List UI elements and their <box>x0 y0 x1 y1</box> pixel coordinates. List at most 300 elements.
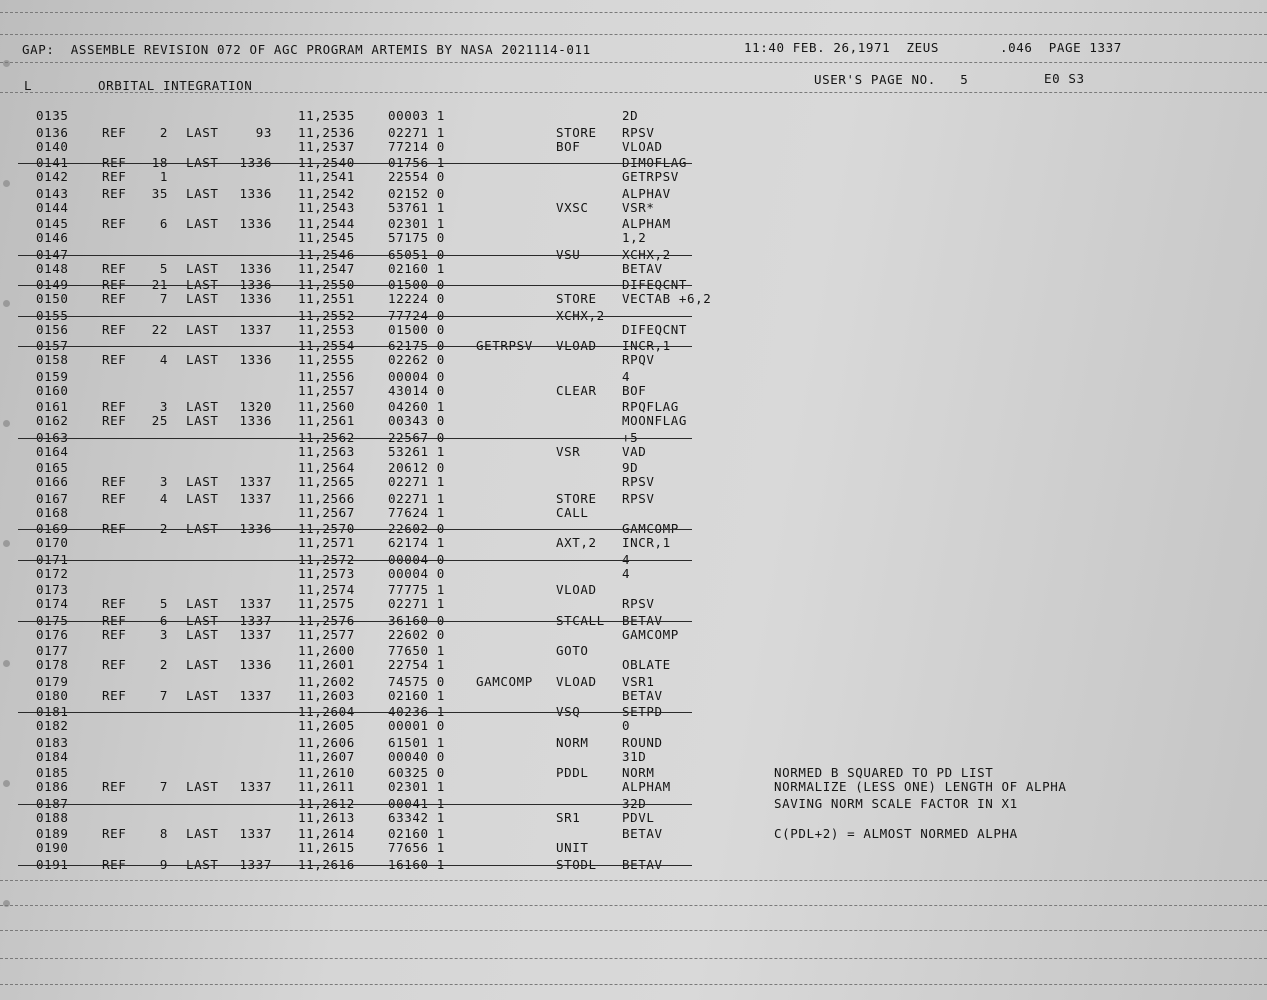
operand: BETAV <box>622 612 663 628</box>
address: 11,2610 <box>298 765 355 781</box>
operand: RPQV <box>622 352 655 367</box>
line-number: 0187 <box>36 795 69 811</box>
line-number: 0170 <box>36 535 69 550</box>
last-page: 1337 <box>239 321 272 337</box>
listing-row <box>0 291 1267 306</box>
ref-count: 2 <box>159 124 168 140</box>
last-keyword: LAST <box>186 321 219 337</box>
address: 11,2535 <box>298 108 355 123</box>
listing-row <box>0 535 1267 550</box>
operand: VECTAB +6,2 <box>622 291 712 306</box>
line-number: 0136 <box>36 124 69 140</box>
last-keyword: LAST <box>186 687 219 703</box>
opcode: CLEAR <box>556 382 597 398</box>
line-number: 0149 <box>36 277 69 293</box>
address: 11,2563 <box>298 443 355 459</box>
listing-row <box>0 200 1267 215</box>
octal-word: 02152 0 <box>388 185 445 201</box>
operand: VSR* <box>622 199 655 215</box>
line-number: 0159 <box>36 368 69 384</box>
line-number: 0143 <box>36 185 69 201</box>
last-keyword: LAST <box>186 612 219 628</box>
address: 11,2611 <box>298 779 355 794</box>
listing-row <box>0 796 1267 811</box>
last-page: 1337 <box>239 490 272 506</box>
listing-row <box>0 566 1267 581</box>
address: 11,2616 <box>298 856 355 872</box>
ref-keyword: REF <box>102 626 127 642</box>
address: 11,2561 <box>298 413 355 428</box>
ref-keyword: REF <box>102 826 127 842</box>
address: 11,2570 <box>298 521 355 537</box>
operand: 4 <box>622 368 631 384</box>
last-keyword: LAST <box>186 260 219 276</box>
last-keyword: LAST <box>186 399 219 415</box>
address: 11,2562 <box>298 429 355 445</box>
address: 11,2564 <box>298 460 355 476</box>
operand: XCHX,2 <box>622 246 671 262</box>
ruled-line <box>0 905 1267 906</box>
octal-word: 40236 1 <box>388 704 445 720</box>
line-number: 0140 <box>36 138 69 154</box>
line-number: 0185 <box>36 765 69 781</box>
last-page: 1337 <box>239 779 272 794</box>
octal-word: 00343 0 <box>388 413 445 428</box>
last-page: 1337 <box>239 596 272 611</box>
ref-keyword: REF <box>102 216 127 232</box>
operand: GAMCOMP <box>622 626 679 642</box>
opcode: STCALL <box>556 612 605 628</box>
ref-count: 1 <box>159 169 168 184</box>
octal-word: 65051 0 <box>388 246 445 262</box>
line-number: 0165 <box>36 460 69 476</box>
last-page: 1336 <box>239 413 272 428</box>
line-number: 0178 <box>36 657 69 672</box>
octal-word: 00001 0 <box>388 718 445 733</box>
listing-row <box>0 765 1267 780</box>
listing-row <box>0 505 1267 520</box>
last-page: 1336 <box>239 521 272 537</box>
address: 11,2571 <box>298 535 355 550</box>
line-number: 0148 <box>36 260 69 276</box>
last-keyword: LAST <box>186 155 219 171</box>
ref-keyword: REF <box>102 291 127 306</box>
last-keyword: LAST <box>186 657 219 672</box>
comment: NORMALIZE (LESS ONE) LENGTH OF ALPHA <box>774 779 1067 794</box>
address: 11,2603 <box>298 687 355 703</box>
last-keyword: LAST <box>186 521 219 537</box>
last-page: 1320 <box>239 399 272 415</box>
octal-word: 00004 0 <box>388 551 445 567</box>
log-mark: L <box>24 78 33 93</box>
ref-count: 18 <box>151 155 168 171</box>
last-page: 1336 <box>239 216 272 232</box>
ref-count: 5 <box>159 596 168 611</box>
ref-count: 21 <box>151 277 168 293</box>
line-number: 0168 <box>36 504 69 520</box>
opcode: BOF <box>556 138 581 154</box>
ref-count: 4 <box>159 490 168 506</box>
line-number: 0190 <box>36 840 69 855</box>
listing-row <box>0 613 1267 628</box>
operand: 9D <box>622 460 639 476</box>
ref-keyword: REF <box>102 399 127 415</box>
operand: RPSV <box>622 596 655 611</box>
octal-word: 74575 0 <box>388 673 445 689</box>
last-keyword: LAST <box>186 626 219 642</box>
operand: BETAV <box>622 856 663 872</box>
last-keyword: LAST <box>186 413 219 428</box>
last-page: 1337 <box>239 474 272 489</box>
octal-word: 02160 1 <box>388 826 445 842</box>
listing-row <box>0 627 1267 642</box>
octal-word: 00040 0 <box>388 748 445 764</box>
octal-word: 53261 1 <box>388 443 445 459</box>
operand: BETAV <box>622 826 663 842</box>
listing-row <box>0 552 1267 567</box>
ref-count: 4 <box>159 352 168 367</box>
listing-row <box>0 444 1267 459</box>
ruled-line <box>0 12 1267 13</box>
octal-word: 02262 0 <box>388 352 445 367</box>
octal-word: 36160 0 <box>388 612 445 628</box>
octal-word: 02271 1 <box>388 596 445 611</box>
address: 11,2612 <box>298 795 355 811</box>
ref-count: 3 <box>159 474 168 489</box>
ref-count: 25 <box>151 413 168 428</box>
operand: NORM <box>622 765 655 781</box>
line-number: 0161 <box>36 399 69 415</box>
ruled-line <box>0 34 1267 35</box>
operand: ALPHAV <box>622 185 671 201</box>
line-number: 0188 <box>36 809 69 825</box>
opcode: SR1 <box>556 809 581 825</box>
operand: 1,2 <box>622 230 647 245</box>
ref-keyword: REF <box>102 413 127 428</box>
octal-word: 02160 1 <box>388 687 445 703</box>
line-number: 0142 <box>36 169 69 184</box>
ref-count: 7 <box>159 687 168 703</box>
listing-row <box>0 840 1267 855</box>
last-keyword: LAST <box>186 856 219 872</box>
label-tag: GETRPSV <box>476 338 533 354</box>
address: 11,2566 <box>298 490 355 506</box>
listing-row <box>0 399 1267 414</box>
listing-row <box>0 688 1267 703</box>
line-number: 0162 <box>36 413 69 428</box>
last-page: 1337 <box>239 612 272 628</box>
opcode: STORE <box>556 490 597 506</box>
address: 11,2542 <box>298 185 355 201</box>
address: 11,2552 <box>298 307 355 323</box>
last-keyword: LAST <box>186 596 219 611</box>
address: 11,2614 <box>298 826 355 842</box>
opcode: GOTO <box>556 643 589 659</box>
octal-word: 63342 1 <box>388 809 445 825</box>
operand: VAD <box>622 443 647 459</box>
ref-keyword: REF <box>102 521 127 537</box>
ref-keyword: REF <box>102 657 127 672</box>
line-number: 0156 <box>36 321 69 337</box>
operand: DIFEQCNT <box>622 277 688 293</box>
line-number: 0150 <box>36 291 69 306</box>
listing-row <box>0 521 1267 536</box>
line-number: 0166 <box>36 474 69 489</box>
line-number: 0146 <box>36 230 69 245</box>
address: 11,2544 <box>298 216 355 232</box>
operand: 31D <box>622 748 647 764</box>
opcode: CALL <box>556 504 589 520</box>
operand: SETPD <box>622 704 663 720</box>
ref-keyword: REF <box>102 474 127 489</box>
listing-row <box>0 704 1267 719</box>
address: 11,2604 <box>298 704 355 720</box>
operand: 4 <box>622 551 631 567</box>
opcode: STORE <box>556 124 597 140</box>
address: 11,2554 <box>298 338 355 354</box>
line-number: 0169 <box>36 521 69 537</box>
line-number: 0184 <box>36 748 69 764</box>
ref-count: 5 <box>159 260 168 276</box>
operand: 4 <box>622 565 631 581</box>
octal-word: 00041 1 <box>388 795 445 811</box>
operand: BETAV <box>622 260 663 276</box>
octal-word: 62175 0 <box>388 338 445 354</box>
address: 11,2607 <box>298 748 355 764</box>
listing-row <box>0 383 1267 398</box>
address: 11,2574 <box>298 582 355 598</box>
octal-word: 20612 0 <box>388 460 445 476</box>
last-keyword: LAST <box>186 216 219 232</box>
line-number: 0173 <box>36 582 69 598</box>
opcode: STORE <box>556 291 597 306</box>
address: 11,2567 <box>298 504 355 520</box>
listing-row <box>0 674 1267 689</box>
ref-count: 7 <box>159 779 168 794</box>
ref-keyword: REF <box>102 612 127 628</box>
octal-word: 01756 1 <box>388 155 445 171</box>
ref-count: 7 <box>159 291 168 306</box>
address: 11,2555 <box>298 352 355 367</box>
page-code: E0 S3 <box>1044 71 1085 86</box>
opcode: VSR <box>556 443 581 459</box>
octal-word: 77656 1 <box>388 840 445 855</box>
address: 11,2541 <box>298 169 355 184</box>
address: 11,2545 <box>298 230 355 245</box>
comment: SAVING NORM SCALE FACTOR IN X1 <box>774 795 1018 811</box>
line-number: 0172 <box>36 565 69 581</box>
ref-keyword: REF <box>102 596 127 611</box>
ref-count: 3 <box>159 626 168 642</box>
listing-row <box>0 779 1267 794</box>
listing-row <box>0 857 1267 872</box>
ref-count: 9 <box>159 856 168 872</box>
opcode: VLOAD <box>556 338 597 354</box>
listing-row <box>0 369 1267 384</box>
listing-row <box>0 582 1267 597</box>
comment: C(PDL+2) = ALMOST NORMED ALPHA <box>774 826 1018 842</box>
octal-word: 62174 1 <box>388 535 445 550</box>
ref-keyword: REF <box>102 352 127 367</box>
opcode: XCHX,2 <box>556 307 605 323</box>
address: 11,2556 <box>298 368 355 384</box>
operand: PDVL <box>622 809 655 825</box>
listing-row <box>0 826 1267 841</box>
line-number: 0183 <box>36 734 69 750</box>
listing-row <box>0 125 1267 140</box>
operand: RPSV <box>622 474 655 489</box>
last-keyword: LAST <box>186 779 219 794</box>
line-number: 0144 <box>36 199 69 215</box>
last-keyword: LAST <box>186 185 219 201</box>
line-number: 0171 <box>36 551 69 567</box>
opcode: VSU <box>556 246 581 262</box>
listing-row <box>0 216 1267 231</box>
ref-keyword: REF <box>102 779 127 794</box>
last-page: 1336 <box>239 291 272 306</box>
ref-count: 2 <box>159 521 168 537</box>
octal-word: 02301 1 <box>388 779 445 794</box>
line-number: 0160 <box>36 382 69 398</box>
octal-word: 77214 0 <box>388 138 445 154</box>
octal-word: 01500 0 <box>388 321 445 337</box>
opcode: VXSC <box>556 199 589 215</box>
operand: INCR,1 <box>622 535 671 550</box>
last-page: 1337 <box>239 826 272 842</box>
octal-word: 22602 0 <box>388 521 445 537</box>
octal-word: 22602 0 <box>388 626 445 642</box>
last-keyword: LAST <box>186 490 219 506</box>
line-number: 0157 <box>36 338 69 354</box>
page-number: .046 PAGE 1337 <box>1000 40 1122 55</box>
opcode: AXT,2 <box>556 535 597 550</box>
ref-keyword: REF <box>102 490 127 506</box>
operand: RPQFLAG <box>622 399 679 415</box>
ruled-line <box>0 880 1267 881</box>
listing-row <box>0 108 1267 123</box>
line-number: 0164 <box>36 443 69 459</box>
line-number: 0175 <box>36 612 69 628</box>
octal-word: 22754 1 <box>388 657 445 672</box>
operand: 0 <box>622 718 631 733</box>
operand: ROUND <box>622 734 663 750</box>
operand: VSR1 <box>622 673 655 689</box>
line-number: 0163 <box>36 429 69 445</box>
address: 11,2601 <box>298 657 355 672</box>
listing-row <box>0 338 1267 353</box>
listing-row <box>0 810 1267 825</box>
line-number: 0181 <box>36 704 69 720</box>
address: 11,2546 <box>298 246 355 262</box>
address: 11,2606 <box>298 734 355 750</box>
listing-row <box>0 247 1267 262</box>
last-keyword: LAST <box>186 291 219 306</box>
line-number: 0147 <box>36 246 69 262</box>
listing-row <box>0 322 1267 337</box>
opcode: UNIT <box>556 840 589 855</box>
ref-count: 8 <box>159 826 168 842</box>
listing-row <box>0 261 1267 276</box>
octal-word: 77775 1 <box>388 582 445 598</box>
last-page: 93 <box>255 124 272 140</box>
last-keyword: LAST <box>186 352 219 367</box>
ruled-line <box>0 958 1267 959</box>
operand: GETRPSV <box>622 169 679 184</box>
line-number: 0174 <box>36 596 69 611</box>
opcode: STODL <box>556 856 597 872</box>
address: 11,2553 <box>298 321 355 337</box>
listing-row <box>0 735 1267 750</box>
octal-word: 77650 1 <box>388 643 445 659</box>
address: 11,2602 <box>298 673 355 689</box>
listing-row <box>0 230 1267 245</box>
ref-keyword: REF <box>102 260 127 276</box>
label-tag: GAMCOMP <box>476 673 533 689</box>
section-title: ORBITAL INTEGRATION <box>98 78 253 93</box>
address: 11,2565 <box>298 474 355 489</box>
octal-word: 00003 1 <box>388 108 445 123</box>
octal-word: 02271 1 <box>388 490 445 506</box>
line-number: 0182 <box>36 718 69 733</box>
listing-row <box>0 169 1267 184</box>
ref-count: 22 <box>151 321 168 337</box>
line-number: 0167 <box>36 490 69 506</box>
octal-word: 02160 1 <box>388 260 445 276</box>
comment: NORMED B SQUARED TO PD LIST <box>774 765 994 781</box>
octal-word: 22567 0 <box>388 429 445 445</box>
last-keyword: LAST <box>186 474 219 489</box>
octal-word: 02271 1 <box>388 124 445 140</box>
ref-count: 35 <box>151 185 168 201</box>
listing-row <box>0 413 1267 428</box>
address: 11,2576 <box>298 612 355 628</box>
listing-row <box>0 308 1267 323</box>
operand: DIFEQCNT <box>622 321 688 337</box>
line-number: 0145 <box>36 216 69 232</box>
opcode: VLOAD <box>556 582 597 598</box>
listing-timestamp: 11:40 FEB. 26,1971 ZEUS <box>744 40 940 55</box>
octal-word: 22554 0 <box>388 169 445 184</box>
line-number: 0177 <box>36 643 69 659</box>
address: 11,2615 <box>298 840 355 855</box>
operand: DIMOFLAG <box>622 155 688 171</box>
ref-keyword: REF <box>102 277 127 293</box>
operand: OBLATE <box>622 657 671 672</box>
listing-row <box>0 460 1267 475</box>
address: 11,2543 <box>298 199 355 215</box>
listing-row <box>0 491 1267 506</box>
octal-word: 77724 0 <box>388 307 445 323</box>
line-number: 0176 <box>36 626 69 642</box>
ruled-line <box>0 930 1267 931</box>
listing-row <box>0 155 1267 170</box>
last-keyword: LAST <box>186 124 219 140</box>
octal-word: 16160 1 <box>388 856 445 872</box>
octal-word: 77624 1 <box>388 504 445 520</box>
octal-word: 53761 1 <box>388 199 445 215</box>
last-page: 1337 <box>239 687 272 703</box>
line-number: 0141 <box>36 155 69 171</box>
last-keyword: LAST <box>186 826 219 842</box>
listing-row <box>0 474 1267 489</box>
operand: BOF <box>622 382 647 398</box>
operand: RPSV <box>622 490 655 506</box>
operand: ALPHAM <box>622 216 671 232</box>
octal-word: 43014 0 <box>388 382 445 398</box>
operand: GAMCOMP <box>622 521 679 537</box>
address: 11,2536 <box>298 124 355 140</box>
operand: MOONFLAG <box>622 413 688 428</box>
